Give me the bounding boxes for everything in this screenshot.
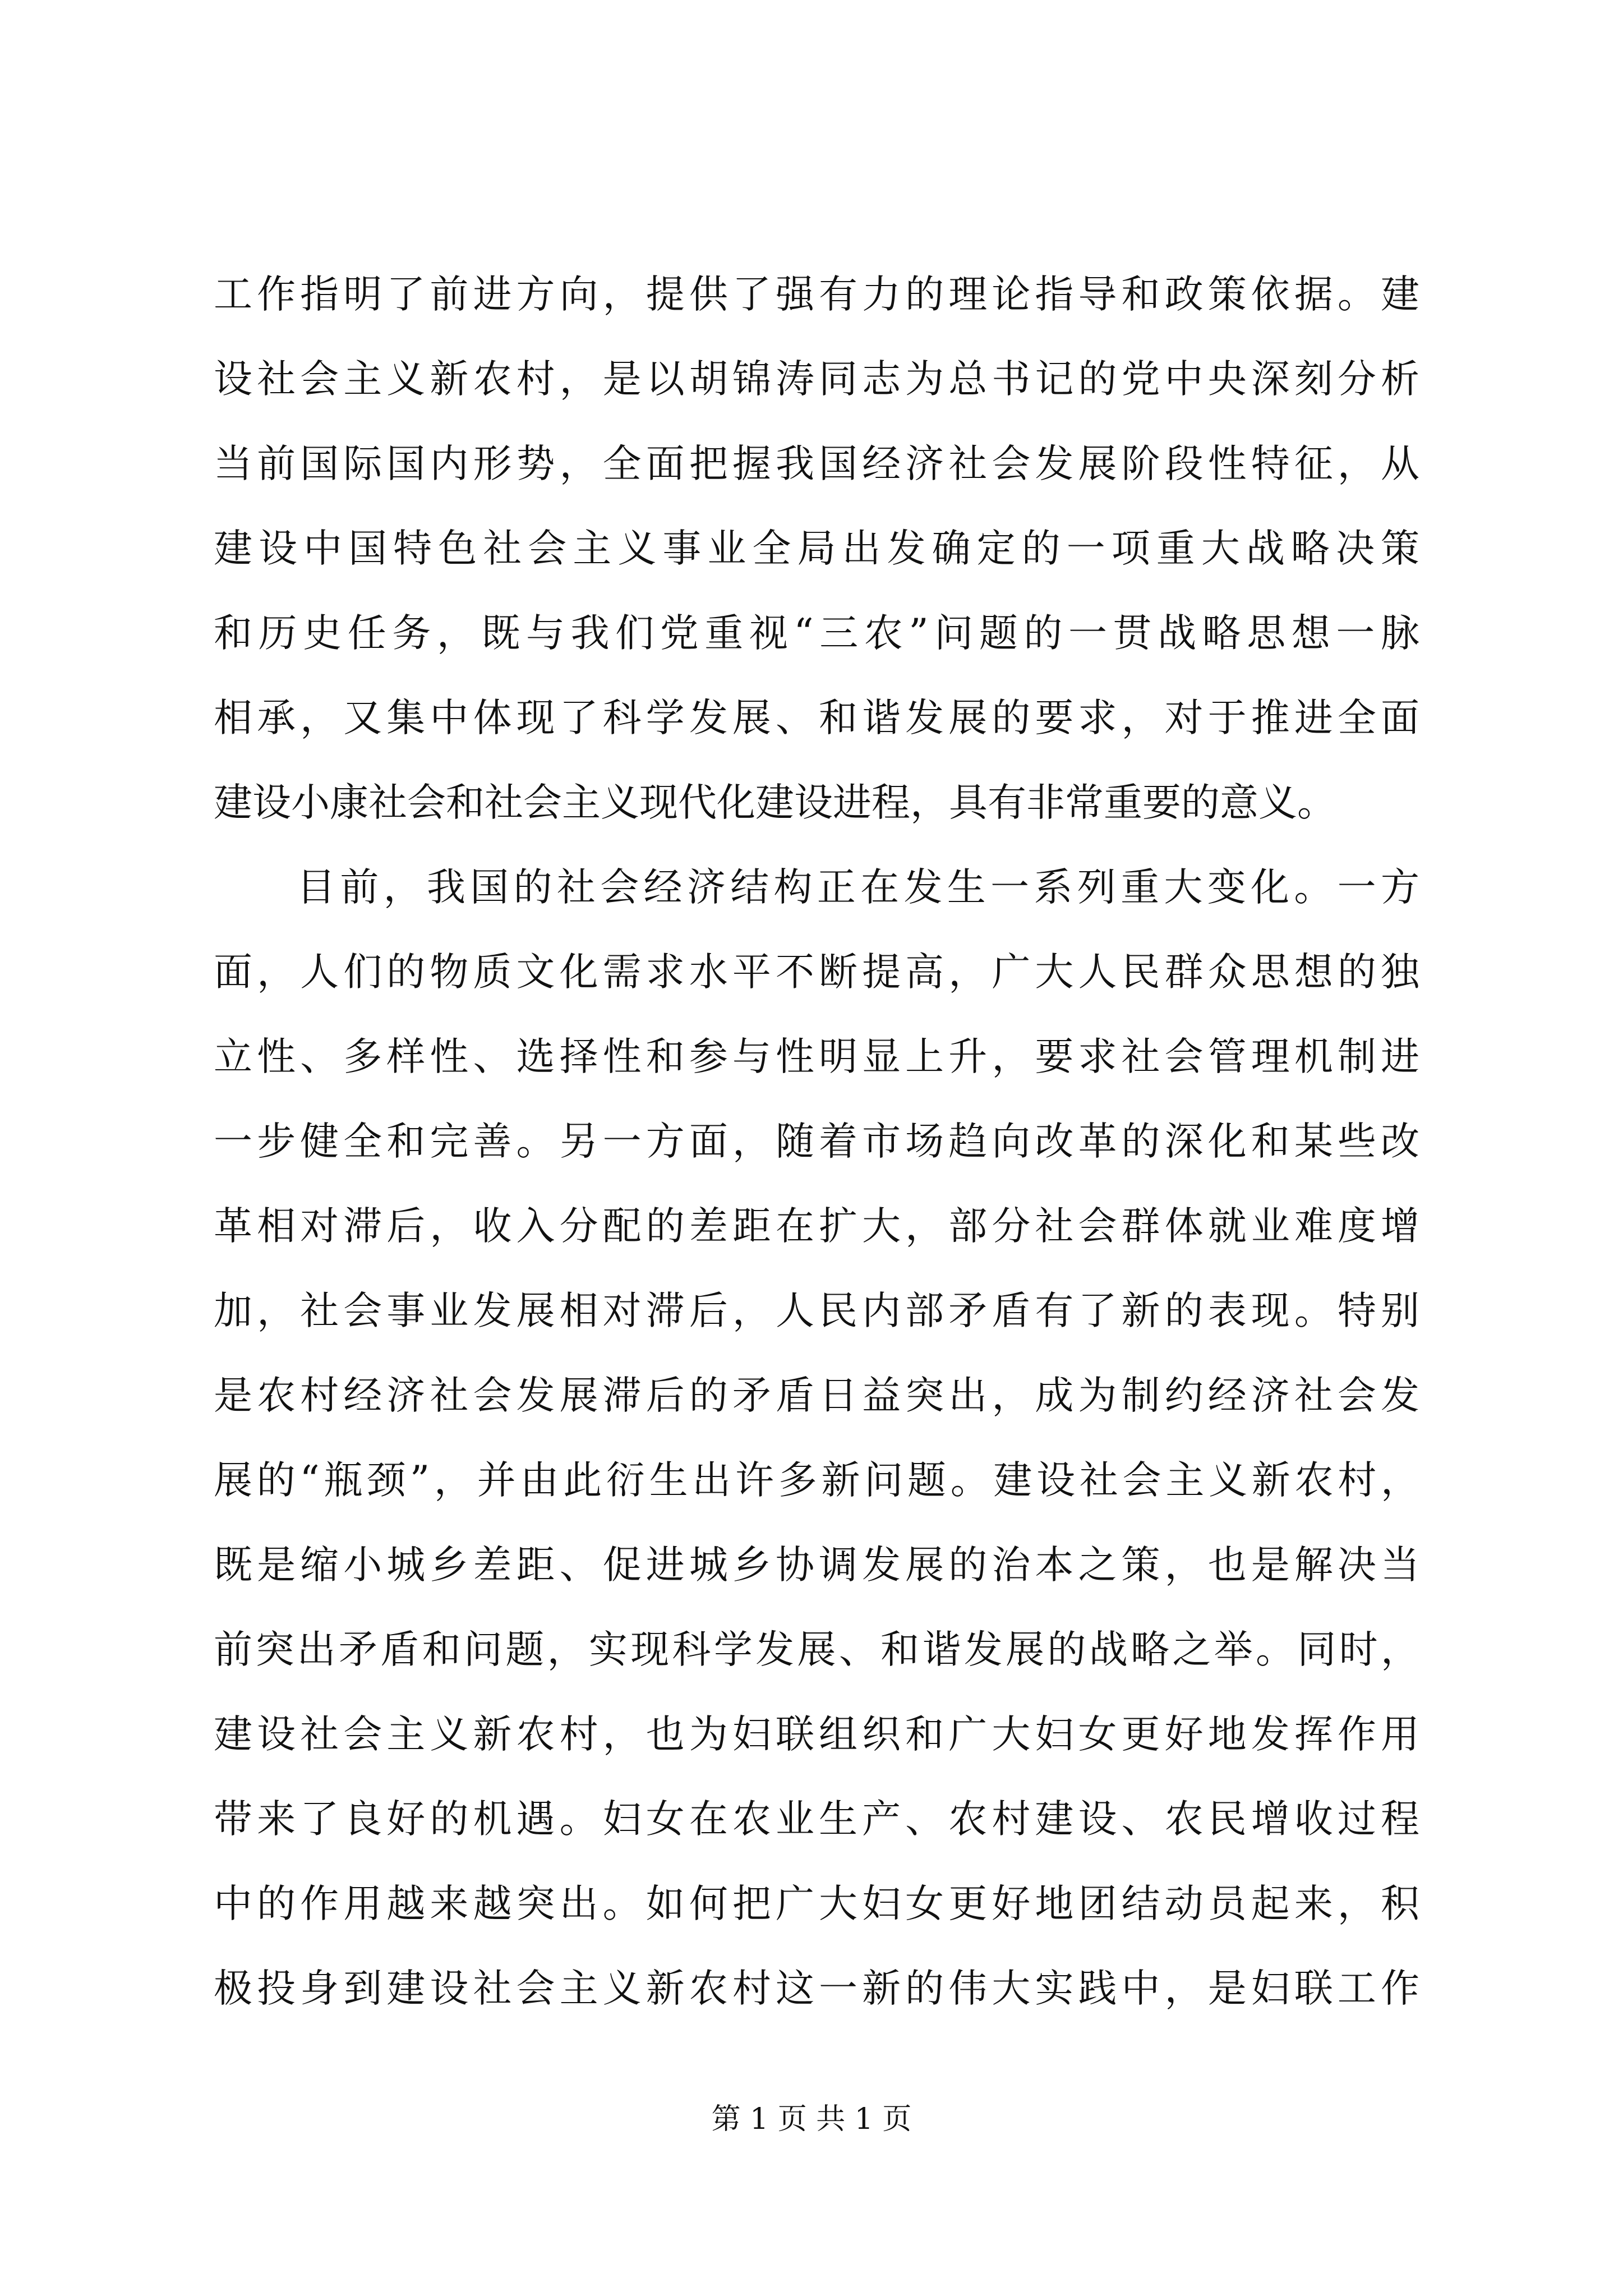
paragraph-1 (214, 252, 1419, 845)
text-line: 是农村经济社会发展滞后的矛盾日益突出，成为制约经济社会发 (214, 1373, 1419, 1418)
text-line: 当前国际国内形势，全面把握我国经济社会发展阶段性特征，从 (214, 441, 1419, 486)
text-line: 建设中国特色社会主义事业全局出发确定的一项重大战略决策 (214, 526, 1419, 571)
page-number-footer: 第 1 页 共 1 页 (711, 2102, 912, 2136)
text-line: 前突出矛盾和问题，实现科学发展、和谐发展的战略之举。同时， (214, 1627, 1419, 1672)
text-line: 既是缩小城乡差距、促进城乡协调发展的治本之策，也是解决当 (214, 1543, 1419, 1588)
text-line: 建设社会主义新农村，也为妇联组织和广大妇女更好地发挥作用 (214, 1712, 1419, 1757)
text-line: 展的“瓶颈”，并由此衍生出许多新问题。建设社会主义新农村， (214, 1458, 1419, 1503)
text-line: 相承，又集中体现了科学发展、和谐发展的要求，对于推进全面 (214, 696, 1419, 740)
text-line: 极投身到建设社会主义新农村这一新的伟大实践中，是妇联工作 (214, 1966, 1419, 2011)
text-line: 革相对滞后，收入分配的差距在扩大，部分社会群体就业难度增 (214, 1204, 1419, 1249)
text-line: 一步健全和完善。另一方面，随着市场趋向改革的深化和某些改 (214, 1119, 1419, 1164)
text-line: 目前，我国的社会经济结构正在发生一系列重大变化。一方 (297, 865, 1419, 910)
text-line: 建设小康社会和社会主义现代化建设进程，具有非常重要的意义。 (214, 780, 1336, 825)
text-line: 设社会主义新农村，是以胡锦涛同志为总书记的党中央深刻分析 (214, 357, 1419, 402)
text-line: 和历史任务，既与我们党重视“三农”问题的一贯战略思想一脉 (214, 611, 1419, 656)
text-line: 工作指明了前进方向，提供了强有力的理论指导和政策依据。建 (214, 272, 1419, 317)
text-line: 加，社会事业发展相对滞后，人民内部矛盾有了新的表现。特别 (214, 1289, 1419, 1333)
text-line: 面，人们的物质文化需求水平不断提高，广大人民群众思想的独 (214, 950, 1419, 995)
paragraph-2 (214, 845, 1419, 2031)
text-line: 中的作用越来越突出。如何把广大妇女更好地团结动员起来，积 (214, 1881, 1419, 1926)
document-body (214, 252, 1419, 2031)
text-line: 带来了良好的机遇。妇女在农业生产、农村建设、农民增收过程 (214, 1797, 1419, 1842)
text-line: 立性、多样性、选择性和参与性明显上升，要求社会管理机制进 (214, 1034, 1419, 1079)
